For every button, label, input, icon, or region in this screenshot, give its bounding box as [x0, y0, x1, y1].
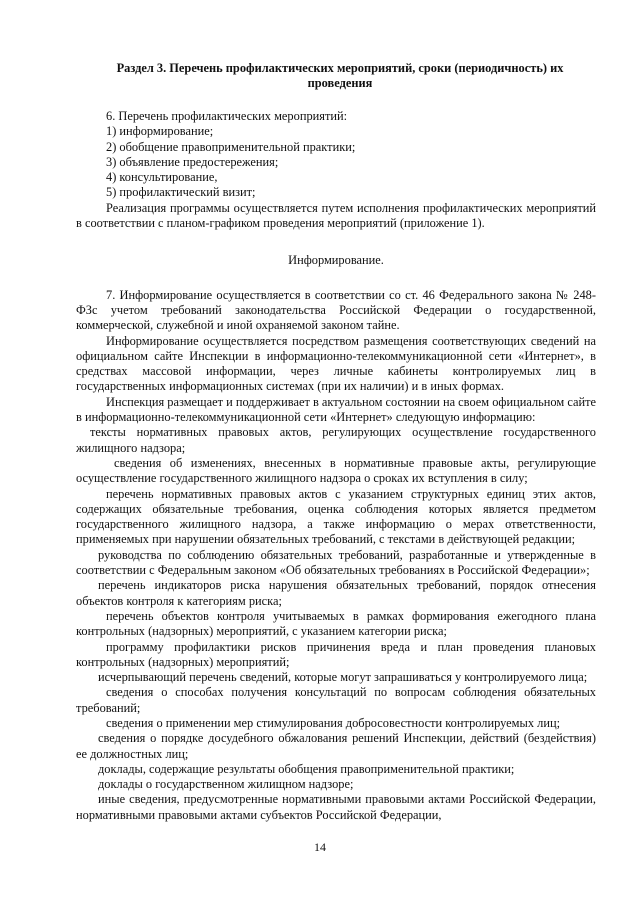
list-item: 1) информирование;: [106, 124, 214, 139]
paragraph: сведения об изменениях, внесенных в нормативные правовые акты, регулирующие осуществление государственного жилищного надзора о сроках их вступления в силу;: [76, 455, 596, 486]
paragraph: 7. Информирование осуществляется в соответствии со ст. 46 Федерального закона № 248-ФЗс учетом требований законодательства Российской Федерации о государственной, коммерческой, служебной и иной охраняемой законом тайне.: [76, 287, 596, 333]
paragraph: Информирование осуществляется посредством размещения соответствующих сведений на официальном сайте Инспекции в информационно-телекоммуникационной сети «Интернет», в средствах массовой информации, через личные кабинеты контролируемых лиц в государственных информационных системах (при их наличии) и в иных формах.: [76, 333, 596, 394]
paragraph: перечень объектов контроля учитываемых в рамках формирования ежегодного плана контрольных (надзорных) мероприятий, с указанием категории риска;: [76, 608, 596, 639]
list-item: 3) объявление предостережения;: [106, 154, 279, 169]
list-item: 4) консультирование,: [106, 170, 218, 185]
paragraph: сведения о порядке досудебного обжалования решений Инспекции, действий (бездействия) ее должностных лиц;: [76, 731, 596, 761]
section-title: Раздел 3. Перечень профилактических мероприятий, сроки (периодичность) их проведения: [116, 61, 564, 91]
realization-paragraph: Реализация программы осуществляется путем исполнения профилактических мероприятий в соответствии с планом-графиком проведения мероприятий (приложение 1).: [76, 200, 596, 231]
subheading: Информирование.: [288, 253, 384, 268]
paragraph: Инспекция размещает и поддерживает в актуальном состоянии на своем официальном сайте в информационно-телекоммуникационной сети «Интернет» следующую информацию:: [76, 394, 597, 425]
paragraph: доклады о государственном жилищном надзоре;: [98, 777, 354, 792]
list-intro: 6. Перечень профилактических мероприятий:: [106, 109, 348, 123]
paragraph: перечень индикаторов риска нарушения обязательных требований, порядок отнесения объектов контроля к категориям риска;: [76, 578, 596, 608]
paragraph: руководства по соблюдению обязательных требований, разработанные и утвержденные в соответствии с Федеральным законом «Об обязательных требованиях в Российской Федерации»;: [76, 547, 596, 578]
page-number: 14: [314, 840, 326, 854]
list-item: 5) профилактический визит;: [106, 185, 256, 200]
list-item: 2) обобщение правоприменительной практики;: [106, 139, 356, 154]
paragraph: доклады, содержащие результаты обобщения правоприменительной практики;: [98, 761, 515, 776]
document-body: [76, 109, 596, 823]
paragraph: программу профилактики рисков причинения вреда и план проведения плановых контрольных (надзорных) мероприятий;: [76, 639, 596, 669]
paragraph: сведения о применении мер стимулирования добросовестности контролируемых лиц;: [106, 715, 561, 730]
paragraph: исчерпывающий перечень сведений, которые могут запрашиваться у контролируемого лица;: [98, 670, 588, 685]
paragraph: перечень нормативных правовых актов с указанием структурных единиц этих актов, содержащих обязательные требования, оценка соблюдения которых является предметом государственного жилищного надзора, а также информацию о мерах ответственности, применяемых при нарушении обязательных требований, с текстами в действующей редакции;: [76, 486, 596, 547]
paragraph: сведения о способах получения консультаций по вопросам соблюдения обязательных требований;: [76, 685, 596, 715]
paragraph: иные сведения, предусмотренные нормативными правовыми актами Российской Федерации, нормативными правовыми актами субъектов Российской Федерации,: [76, 792, 596, 822]
paragraph: тексты нормативных правовых актов, регулирующих осуществление государственного жилищного надзора;: [76, 425, 596, 455]
